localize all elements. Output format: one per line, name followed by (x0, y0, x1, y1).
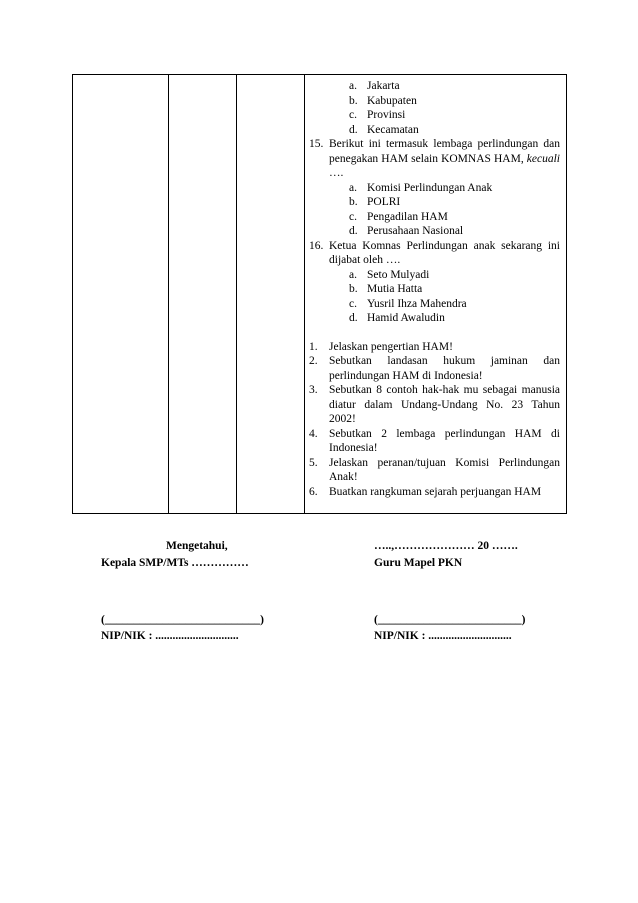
q14-option-d: d. Kecamatan (349, 123, 419, 136)
q14-option-b: b. Kabupaten (349, 94, 417, 107)
q16-option-b: b. Mutia Hatta (349, 283, 423, 295)
question-table (72, 74, 567, 514)
q14-options (309, 79, 560, 137)
q16-option-a: a. Seto Mulyadi (349, 268, 430, 281)
questions-cell (305, 75, 567, 514)
signature-left-heading: Mengetahui, (166, 540, 228, 552)
q15-option-d: d. Perusahaan Nasional (349, 225, 464, 237)
q16-option-d: d. Hamid Awaludin (349, 312, 445, 324)
spacer (309, 326, 560, 340)
essay-item-2: 2. Sebutkan landasan hukum jaminan dan perlindungan HAM di Indonesia! (309, 355, 560, 382)
signature-left-role: Kepala SMP/MTs …………… (101, 557, 249, 569)
signature-right-role: Guru Mapel PKN (374, 557, 463, 569)
q15-option-a: a. Komisi Perlindungan Anak (349, 181, 493, 194)
essay-item-1: 1. Jelaskan pengertian HAM! (309, 340, 453, 353)
q14-option-c: c. Provinsi (349, 109, 406, 121)
essay-item-4: 4. Sebutkan 2 lembaga perlindungan HAM di Indonesia! (309, 427, 560, 454)
q16-option-c: c. Yusril Ihza Mahendra (349, 297, 467, 310)
question-15: 15. Berikut ini termasuk lembaga perlindungan dan penegakan HAM selain KOMNAS HAM, kecuali …. (309, 138, 560, 179)
essay-item-5: 5. Jelaskan peranan/tujuan Komisi Perlindungan Anak! (309, 456, 560, 483)
q15-option-c: c. Pengadilan HAM (349, 210, 448, 223)
q15-option-b: b. POLRI (349, 196, 401, 208)
signature-right-date: …..,………………… 20 ……. (374, 540, 518, 552)
empty-cell-3 (237, 75, 305, 514)
q14-option-a: a. Jakarta (349, 80, 400, 92)
signature-left-nip: NIP/NIK : ............................. (101, 630, 239, 642)
signature-right-name-line: (_________________________) (374, 614, 526, 626)
empty-cell-2 (169, 75, 237, 514)
question-16: 16. Ketua Komnas Perlindungan anak sekarang ini dijabat oleh …. (309, 239, 560, 266)
essay-item-3: 3. Sebutkan 8 contoh hak-hak mu sebagai manusia diatur dalam Undang-Undang No. 23 Tahun 2002! (309, 384, 560, 425)
essay-list (309, 340, 560, 500)
signature-right-nip: NIP/NIK : ............................. (374, 630, 512, 642)
empty-cell-1 (73, 75, 169, 514)
essay-item-6: 6. Buatkan rangkuman sejarah perjuangan HAM (309, 485, 542, 498)
signature-left-name-line: (___________________________) (101, 614, 264, 626)
q15-emphasis: kecuali (526, 152, 560, 165)
